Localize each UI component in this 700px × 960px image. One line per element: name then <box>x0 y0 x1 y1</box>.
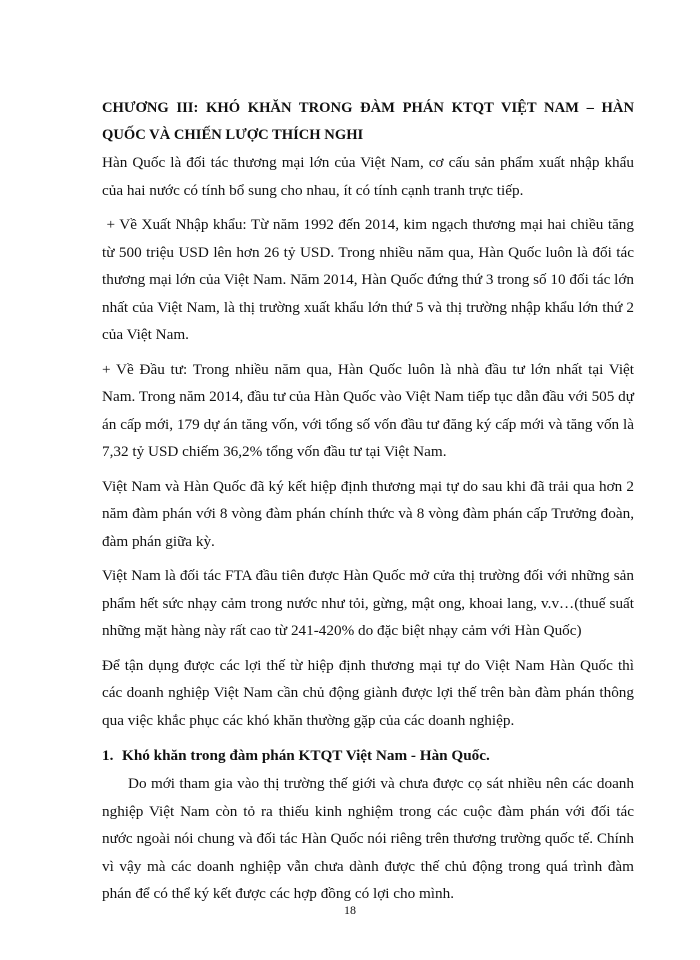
paragraph-fta-market: Việt Nam là đối tác FTA đầu tiên được Hàn Quốc mở cửa thị trường đối với những sản phẩm hết sức nhạy cảm trong nước như tỏi, gừng, mật ong, khoai lang, v.v…(thuế suất những mặt hàng này rất cao từ 241-420% do đặc biệt nhạy cảm với Hàn Quốc) <box>102 567 634 639</box>
section-heading <box>102 742 634 769</box>
section-number: 1. <box>102 747 114 764</box>
paragraph-advantage: Để tận dụng được các lợi thế từ hiệp định thương mại tự do Việt Nam Hàn Quốc thì các doanh nghiệp Việt Nam cần chủ động giành được lợi thế trên bàn đàm phán thông qua việc khắc phục các khó khăn thường gặp của các doanh nghiệp. <box>102 656 634 729</box>
paragraph-fta-signing: Việt Nam và Hàn Quốc đã ký kết hiệp định thương mại tự do sau khi đã trải qua hơn 2 năm đàm phán với 8 vòng đàm phán chính thức và 8 vòng đàm phán cấp Trưởng đoàn, đàm phán giữa kỳ. <box>102 477 634 550</box>
paragraph-intro: Hàn Quốc là đối tác thương mại lớn của Việt Nam, cơ cấu sản phẩm xuất nhập khẩu của hai nước có tính bổ sung cho nhau, ít có tính cạnh tranh trực tiếp. <box>102 154 634 199</box>
document-page <box>102 95 638 915</box>
paragraph-import-export: + Về Xuất Nhập khẩu: Từ năm 1992 đến 2014, kim ngạch thương mại hai chiều tăng từ 500 triệu USD lên hơn 26 tỷ USD. Trong nhiều năm qua, Hàn Quốc luôn là đối tác thương mại lớn của Việt Nam. Năm 2014, Hàn Quốc đứng thứ 3 trong số 10 đối tác lớn nhất của Việt Nam, là thị trường xuất khẩu lớn thứ 5 và thị trường nhập khẩu lớn thứ 2 của Việt Nam. <box>102 216 638 343</box>
page-number: 18 <box>344 903 356 917</box>
paragraph-investment: + Về Đầu tư: Trong nhiều năm qua, Hàn Quốc luôn là nhà đầu tư lớn nhất tại Việt Nam. Trong năm 2014, đầu tư của Hàn Quốc vào Việt Nam tiếp tục dẫn đầu với 505 dự án cấp mới, 179 dự án tăng vốn, với tổng số vốn đầu tư đăng ký cấp mới và tăng vốn là 7,32 tỷ USD chiếm 36,2% tổng vốn đầu tư tại Việt Nam. <box>102 360 634 460</box>
section-body: Do mới tham gia vào thị trường thế giới và chưa được cọ sát nhiều nên các doanh nghiệp Việt Nam còn tỏ ra thiếu kinh nghiệm trong các cuộc đàm phán với đối tác nước ngoài nói chung và đối tác Hàn Quốc nói riêng trên thương trường quốc tế. Chính vì vậy mà các doanh nghiệp vẫn chưa dành được thế chủ động trong quá trình đàm phán để có thể ký kết được các hợp đồng có lợi cho mình. <box>102 775 634 902</box>
section-title: Khó khăn trong đàm phán KTQT Việt Nam - Hàn Quốc. <box>122 747 490 764</box>
chapter-title: CHƯƠNG III: KHÓ KHĂN TRONG ĐÀM PHÁN KTQT VIỆT NAM – HÀN QUỐC VÀ CHIẾN LƯỢC THÍCH NGHI <box>102 100 634 143</box>
